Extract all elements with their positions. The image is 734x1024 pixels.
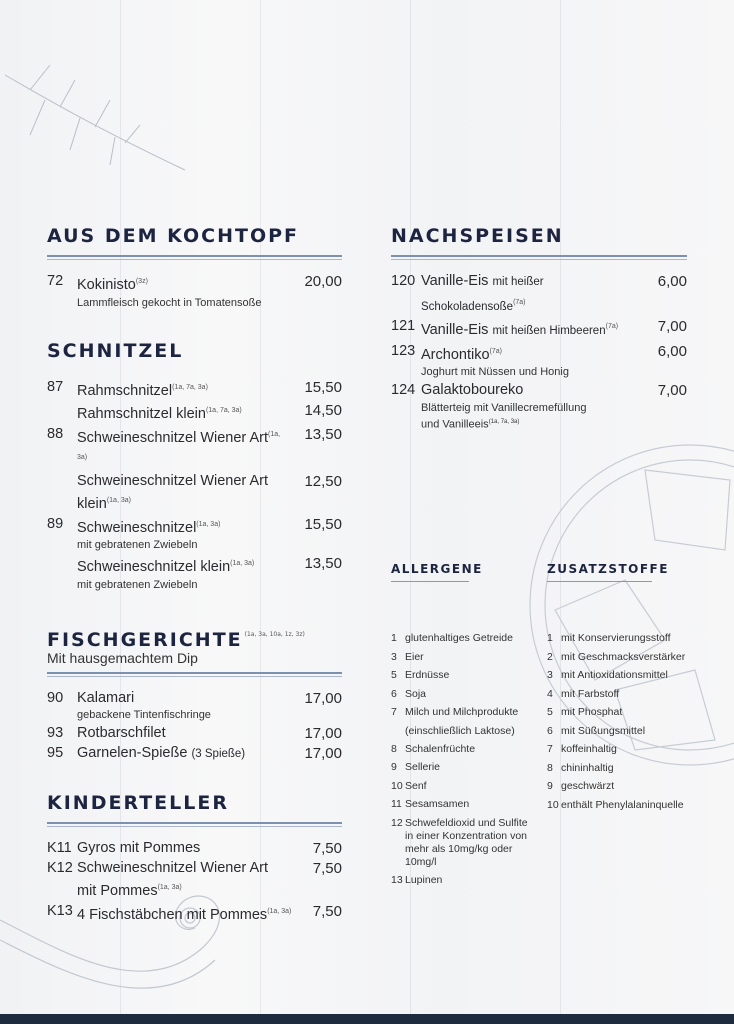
item-price: 7,00 — [657, 318, 687, 335]
allergen-codes: (1a, 7a, 3a) — [205, 407, 242, 414]
zusatzstoffe-list — [547, 629, 697, 814]
menu-item — [47, 878, 342, 902]
item-price: 17,00 — [304, 689, 342, 707]
legend-text: mit Geschmacksverstärker — [561, 650, 686, 663]
menu-section-nachspeisen — [391, 223, 687, 431]
item-price: 7,50 — [312, 902, 342, 920]
menu-item — [391, 342, 687, 366]
section-divider — [391, 255, 687, 260]
allergen-codes: (1a, 3a) — [77, 430, 281, 461]
legend-item — [547, 722, 697, 741]
legend-item — [391, 777, 531, 796]
item-price — [292, 878, 342, 902]
legend-text: (einschließlich Laktose) — [405, 724, 515, 737]
legend-item — [547, 740, 697, 759]
item-description-text: und Vanilleeis — [421, 418, 489, 431]
allergen-codes: (1a, 3a) — [230, 560, 255, 567]
item-number — [47, 878, 77, 902]
item-number: 90 — [47, 689, 64, 706]
item-number — [47, 401, 77, 425]
menu-item — [47, 839, 342, 859]
item-name — [77, 378, 292, 402]
menu-item — [47, 554, 342, 578]
item-description: Lammfleisch gekocht in Tomatensoße — [77, 296, 262, 309]
item-title: Schweineschnitzel Wiener Art klein — [77, 472, 268, 512]
legend-number: 2 — [547, 650, 553, 663]
item-title: Archontiko — [421, 346, 490, 363]
item-name — [421, 342, 637, 366]
item-description: mit gebratenen Zwiebeln — [77, 578, 198, 591]
item-price: 20,00 — [304, 273, 342, 290]
menu-item — [47, 902, 342, 926]
item-number: 93 — [47, 725, 64, 741]
legend-item — [391, 648, 531, 667]
item-name — [421, 381, 637, 401]
menu-item — [47, 515, 342, 539]
allergene-heading: ALLERGENE — [391, 562, 483, 576]
legend-text: mit Süßungsmittel — [561, 724, 646, 737]
legend-text: mit Farbstoff — [561, 687, 620, 700]
legend-item — [547, 685, 697, 704]
allergen-codes: (7a) — [489, 347, 502, 355]
item-name — [77, 902, 292, 926]
legend-item — [547, 666, 697, 685]
legend-item — [391, 795, 531, 814]
item-number: 124 — [391, 382, 416, 398]
menu-item — [391, 272, 687, 317]
item-title: Garnelen-Spieße — [77, 744, 188, 761]
section-divider — [47, 822, 342, 827]
item-note: (3 Spieße) — [191, 747, 246, 760]
item-title: Schweineschnitzel klein — [77, 559, 231, 575]
item-price: 7,50 — [312, 859, 342, 877]
item-title: Kalamari — [77, 689, 135, 706]
legend-text: Senf — [405, 779, 427, 792]
branch-illustration — [0, 55, 190, 185]
item-title: Schweineschnitzel — [77, 519, 197, 536]
section-heading — [391, 223, 687, 249]
item-price: 7,00 — [657, 382, 687, 399]
legend-text: koffeinhaltig — [561, 743, 617, 755]
menu-item — [47, 689, 342, 709]
legend-number: 6 — [391, 687, 397, 700]
section-title: AUS DEM KOCHTOPF — [47, 225, 300, 247]
menu-section-kochtopf — [47, 223, 342, 310]
item-description: gebackene Tintenfischringe — [77, 709, 211, 721]
item-number: 95 — [47, 744, 64, 761]
section-title: KINDERTELLER — [47, 792, 229, 814]
legend-item — [547, 703, 697, 722]
legend-text: mit Konservierungsstoff — [561, 632, 671, 644]
item-title: 4 Fischstäbchen mit Pommes — [77, 906, 268, 923]
legend-item — [391, 629, 531, 648]
menu-item — [47, 472, 342, 515]
allergen-codes: (1a, 3a) — [157, 884, 182, 891]
legend-text: Sellerie — [405, 761, 441, 773]
item-name — [77, 425, 292, 472]
item-description: mit gebratenen Zwiebeln — [77, 539, 198, 551]
legend-text: chininhaltig — [561, 761, 614, 774]
section-heading — [47, 223, 342, 249]
divider — [547, 581, 652, 583]
legend-item — [391, 814, 531, 871]
allergene-list — [391, 629, 531, 889]
menu-section-kinder — [47, 790, 342, 925]
menu-item — [47, 378, 342, 402]
legend-text: mit Antioxidationsmittel — [561, 669, 668, 681]
item-title: Vanille-Eis — [421, 322, 489, 338]
spacer — [47, 364, 342, 378]
zusatzstoffe-heading: ZUSATZSTOFFE — [547, 562, 669, 576]
item-number: 72 — [47, 273, 64, 289]
item-number: 123 — [391, 342, 416, 359]
legend-text: glutenhaltiges Getreide — [405, 632, 513, 644]
item-title: Gyros mit Pommes — [77, 840, 201, 856]
legend-number: 1 — [547, 632, 553, 644]
section-subtitle: Mit hausgemachtem Dip — [47, 649, 198, 666]
allergen-codes: (1a, 7a, 3a) — [488, 418, 520, 425]
legend-text: Schalenfrüchte — [405, 742, 476, 755]
legend-number: 9 — [391, 761, 397, 773]
item-number: 120 — [391, 273, 416, 289]
item-name — [77, 744, 292, 765]
item-name — [421, 272, 637, 317]
section-heading — [47, 622, 342, 651]
item-title: Kokinisto — [77, 277, 136, 293]
right-column — [391, 223, 687, 433]
legend-number: 4 — [547, 687, 553, 700]
legend-item — [391, 758, 531, 777]
legend-number: 5 — [547, 706, 553, 718]
item-number — [47, 472, 77, 515]
legend-text: Sesamsamen — [405, 798, 470, 810]
legend-number: 1 — [391, 632, 397, 644]
legend-number: 13 — [391, 873, 403, 886]
item-description: Blätterteig mit Vanillecremefüllung — [421, 401, 587, 414]
legend-text: Milch und Milchprodukte — [405, 706, 519, 718]
allergen-codes: (1a, 3a) — [106, 497, 131, 504]
legend-text: enthält Phenylalaninquelle — [561, 798, 684, 811]
item-number — [47, 554, 77, 578]
menu-section-schnitzel — [47, 338, 342, 592]
menu-section-fisch — [47, 622, 342, 765]
item-name — [421, 317, 637, 342]
allergen-codes: (1a, 7a, 3a) — [172, 383, 208, 391]
legend-number — [391, 722, 405, 740]
legend-number: 5 — [391, 669, 397, 681]
item-name — [77, 689, 292, 709]
legend-text: Erdnüsse — [405, 669, 450, 681]
item-number: 89 — [47, 515, 64, 532]
legend-number: 11 — [391, 798, 402, 810]
item-name — [77, 839, 292, 859]
section-heading — [47, 338, 342, 364]
bottom-bar — [0, 1014, 734, 1024]
legend-item — [547, 648, 697, 667]
menu-item — [47, 859, 342, 879]
item-number: K12 — [47, 859, 73, 876]
legend-number: 8 — [547, 761, 553, 774]
legend-item — [391, 666, 531, 685]
item-price: 17,00 — [304, 725, 342, 742]
item-number: 88 — [47, 425, 64, 442]
item-number: K13 — [47, 902, 73, 919]
left-column — [47, 223, 342, 925]
legend-item — [391, 685, 531, 704]
section-title: NACHSPEISEN — [391, 225, 564, 247]
section-heading — [47, 790, 342, 816]
allergen-codes: (1a, 3a) — [196, 520, 221, 528]
item-description: Joghurt mit Nüssen und Honig — [421, 366, 569, 378]
legend-text: Eier — [405, 650, 424, 663]
section-title: FISCHGERICHTE — [47, 628, 243, 651]
item-title: Rotbarschfilet — [77, 725, 166, 741]
legend-number: 7 — [391, 706, 397, 718]
item-title: Rahmschnitzel — [77, 382, 173, 399]
legend-item — [547, 629, 697, 648]
item-price: 15,50 — [304, 515, 342, 533]
item-number: 121 — [391, 318, 416, 334]
allergen-codes: (1a, 3a, 10a, 1z, 3z) — [244, 630, 305, 638]
legend-number: 3 — [391, 650, 397, 663]
item-note: mit heißer Schokoladensoße — [421, 276, 544, 313]
menu-item — [47, 272, 342, 296]
legend-number: 10 — [391, 779, 403, 792]
legend-number: 12 — [391, 816, 403, 829]
item-price: 12,50 — [304, 472, 342, 490]
item-note: mit heißen Himbeeren — [492, 325, 606, 337]
item-name — [77, 724, 292, 744]
item-price: 17,00 — [304, 744, 342, 762]
item-title: Schweineschnitzel Wiener Art — [77, 859, 268, 876]
legend-item — [547, 796, 697, 815]
item-number: 87 — [47, 378, 64, 395]
legend-number: 9 — [547, 780, 553, 792]
zusatzstoffe-section — [547, 562, 697, 814]
item-name — [77, 859, 292, 879]
legend-number: 3 — [547, 669, 553, 681]
item-description — [421, 415, 687, 432]
item-name — [77, 515, 292, 539]
legend-item — [391, 740, 531, 759]
legend-number: 10 — [547, 798, 559, 811]
legend-item — [547, 759, 697, 778]
legend-item — [391, 722, 531, 740]
item-title: mit Pommes — [77, 883, 158, 899]
legend-text: Soja — [405, 687, 427, 700]
section-divider — [47, 255, 342, 260]
item-title: Vanille-Eis — [421, 273, 489, 289]
item-name — [77, 272, 292, 296]
allergen-codes: (3z) — [135, 278, 148, 285]
menu-item — [47, 401, 342, 425]
legend-number: 8 — [391, 742, 397, 755]
menu-item — [391, 381, 687, 401]
item-name — [77, 878, 292, 902]
item-number: K11 — [47, 840, 72, 856]
item-name — [77, 554, 292, 578]
item-title: Rahmschnitzel klein — [77, 406, 206, 422]
legend-item — [391, 703, 531, 722]
menu-item — [47, 744, 342, 765]
allergen-codes: (1a, 3a) — [267, 907, 292, 915]
item-price: 6,00 — [657, 273, 687, 290]
item-price: 14,50 — [304, 402, 342, 419]
allergen-codes: (7a) — [605, 323, 619, 330]
item-price: 13,50 — [304, 425, 342, 443]
legend-item — [547, 777, 697, 796]
divider — [391, 581, 469, 583]
legend-text: Lupinen — [405, 873, 443, 886]
menu-item — [391, 317, 687, 342]
legend-number: 6 — [547, 724, 553, 737]
legend-number: 7 — [547, 743, 553, 755]
item-name — [77, 401, 292, 425]
item-price: 7,50 — [312, 840, 342, 857]
item-name — [77, 472, 292, 515]
allergene-section — [391, 562, 531, 889]
menu-item — [47, 425, 342, 472]
section-title: SCHNITZEL — [47, 339, 184, 362]
item-title: Schweineschnitzel Wiener Art — [77, 429, 268, 446]
item-price: 15,50 — [304, 378, 342, 396]
legend-item — [391, 871, 531, 890]
menu-item — [47, 724, 342, 744]
legend-text: geschwärzt — [561, 780, 615, 792]
item-title: Galaktoboureko — [421, 382, 524, 398]
section-divider — [47, 672, 342, 677]
legend-text: Schwefeldioxid und Sulfite in einer Konzentration von mehr als 10mg/kg oder 10mg/l — [405, 816, 528, 868]
item-price: 13,50 — [304, 555, 342, 572]
legend-text: mit Phosphat — [561, 706, 623, 718]
item-price: 6,00 — [657, 342, 687, 360]
allergen-codes: (7a) — [513, 298, 526, 306]
